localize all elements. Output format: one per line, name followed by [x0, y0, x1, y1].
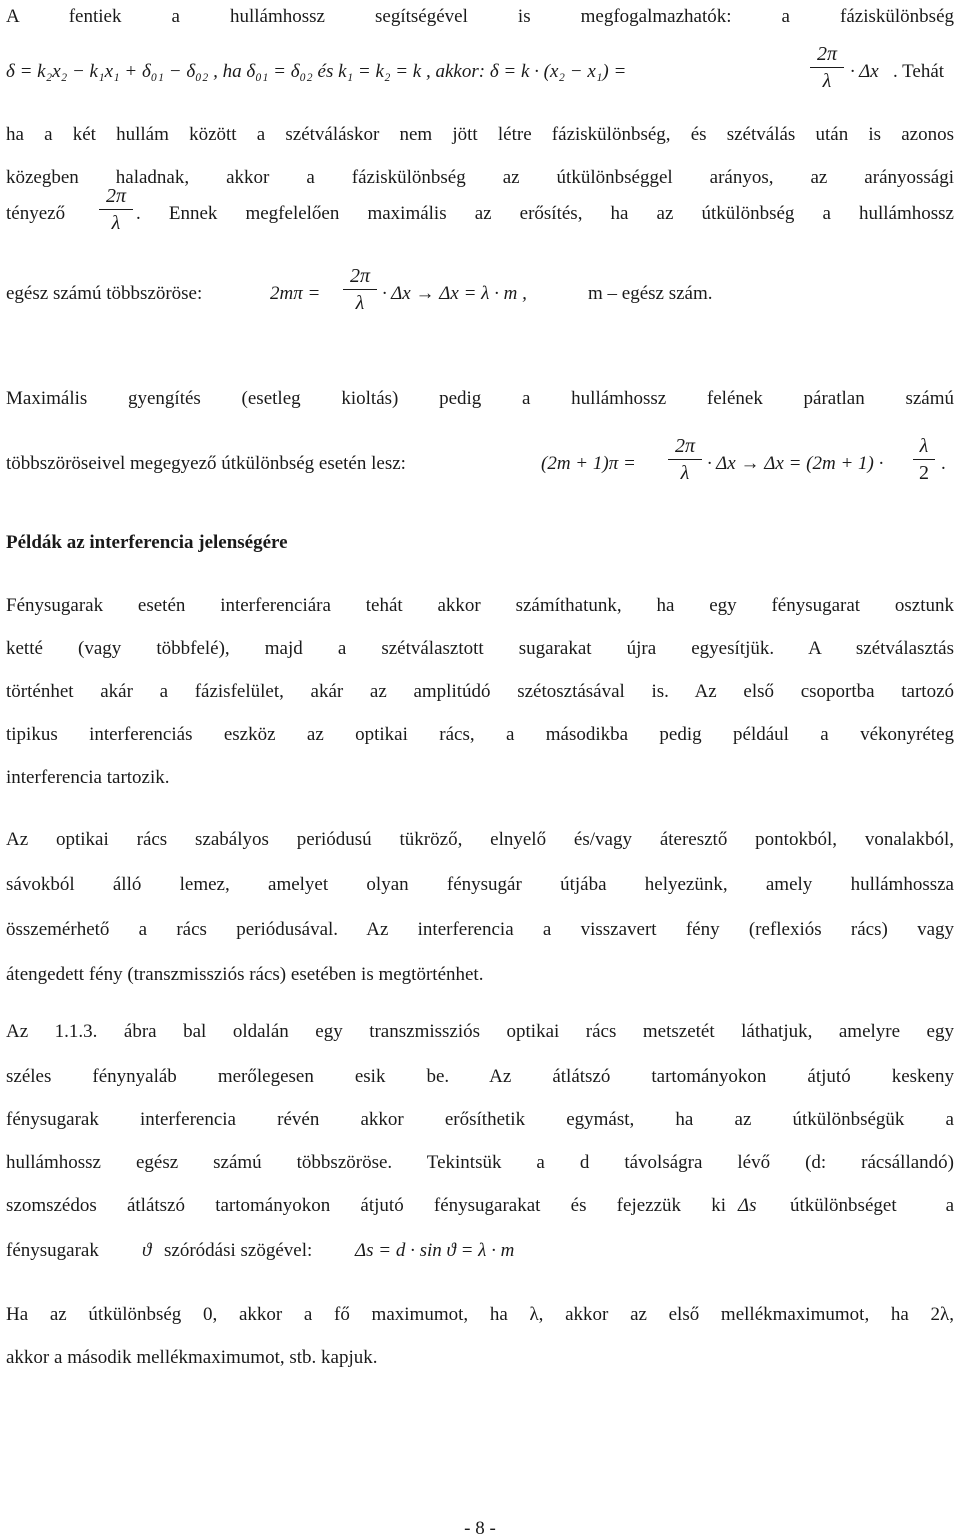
- minimum-condition-equation: · Δx → Δx = (2m + 1) ·: [707, 453, 884, 474]
- maximum-condition-equation: 2mπ =: [270, 283, 321, 304]
- text-fragment: egész számú többszöröse:: [6, 283, 203, 304]
- page-number: - 8 -: [464, 1518, 496, 1539]
- text-line: interferencia tartozik.: [6, 767, 170, 788]
- text-line: sávokból álló lemez, amelyet olyan fénysugár útjába helyezünk, amely hullámhossza: [6, 874, 954, 895]
- maximum-condition-equation: · Δx → Δx = λ · m ,: [382, 283, 527, 304]
- text-line: Ha az útkülönbség 0, akkor a fő maximumot, ha λ, akkor az első mellékmaximumot, ha 2λ,: [6, 1304, 954, 1325]
- text-line: A fentiek a hullámhossz segítségével is megfogalmazhatók: a fáziskülönbség: [6, 6, 954, 27]
- text-fragment: . Tehát: [893, 61, 945, 82]
- text-fragment: tényező: [6, 203, 66, 224]
- fraction-denominator: 2: [919, 462, 929, 484]
- text-line: közegben haladnak, akkor a fáziskülönbség az útkülönbséggel arányos, az arányossági: [6, 167, 954, 188]
- fraction-numerator: 2π: [349, 265, 371, 287]
- fraction-2pi-over-lambda: [99, 184, 133, 235]
- fraction-lambda-over-2: [913, 434, 935, 485]
- text-fragment: .: [941, 453, 946, 474]
- text-line: összemérhető a rács periódusával. Az interferencia a visszavert fény (reflexiós rács) vagy: [6, 919, 954, 940]
- text-line: széles fénynyaláb merőlegesen esik be. Az átlátszó tartományokon átjutó keskeny: [6, 1066, 954, 1087]
- text-line: tipikus interferenciás eszköz az optikai rács, a másodikba pedig például a vékonyréteg: [6, 724, 954, 745]
- fraction-numerator: 2π: [816, 43, 838, 65]
- text-fragment: fénysugarak: [6, 1240, 99, 1261]
- text-line: történhet akár a fázisfelület, akár az amplitúdó szétosztásával is. Az első csoportba tartozó: [6, 681, 954, 702]
- equation-delta-x: · Δx: [850, 61, 879, 82]
- text-line: Az 1.1.3. ábra bal oldalán egy transzmissziós optikai rács metszetét láthatjuk, amelyre egy: [6, 1021, 954, 1042]
- path-difference-symbol: Δs: [738, 1195, 757, 1216]
- angle-symbol: ϑ: [142, 1240, 152, 1261]
- text-line: átengedett fény (transzmissziós rács) esetében is megtörténhet.: [6, 964, 484, 985]
- text-line: fénysugarak interferencia révén akkor erősíthetik egymást, ha az útkülönbségük a: [6, 1109, 954, 1130]
- minimum-condition-equation: (2m + 1)π =: [541, 453, 636, 474]
- grating-equation: Δs = d · sin ϑ = λ · m: [355, 1240, 515, 1261]
- fraction-2pi-over-lambda: [343, 264, 377, 315]
- phase-difference-equation: δ = k₂x₂ − k₁x₁ + δ₀₁ − δ₀₂ , ha δ₀₁ = δ₀₂ és k₁ = k₂ = k , akkor: δ = k · (x₂ − x₁) =: [6, 61, 627, 82]
- text-fragment: szomszédos átlátszó tartományokon átjutó fénysugarakat és fejezzük ki: [6, 1195, 726, 1216]
- fraction-numerator: 2π: [674, 435, 696, 457]
- text-fragment: m – egész szám.: [588, 283, 713, 304]
- fraction-bar: [913, 459, 935, 460]
- text-line: Maximális gyengítés (esetleg kioltás) pedig a hullámhossz felének páratlan számú: [6, 388, 954, 409]
- fraction-bar: [99, 209, 133, 210]
- text-line: ha a két hullám között a szétváláskor nem jött létre fáziskülönbség, és szétválás után is azonos: [6, 124, 954, 145]
- text-fragment: többszöröseivel megegyező útkülönbség esetén lesz:: [6, 453, 406, 474]
- text-line: akkor a második mellékmaximumot, stb. kapjuk.: [6, 1347, 378, 1368]
- fraction-bar: [668, 459, 702, 460]
- text-line: hullámhossz egész számú többszöröse. Tekintsük a d távolságra lévő (d: rácsállandó): [6, 1152, 954, 1173]
- text-line: Fénysugarak esetén interferenciára tehát akkor számíthatunk, ha egy fénysugarat osztunk: [6, 595, 954, 616]
- text-line: ketté (vagy többfelé), majd a szétválasztott sugarakat újra egyesítjük. A szétválasztás: [6, 638, 954, 659]
- text-fragment: . Ennek megfelelően maximális az erősítés, ha az útkülönbség a hullámhossz: [136, 203, 954, 224]
- fraction-bar: [810, 67, 844, 68]
- fraction-denominator: λ: [822, 70, 832, 92]
- fraction-2pi-over-lambda: [810, 42, 844, 93]
- fraction-bar: [343, 289, 377, 290]
- fraction-denominator: λ: [680, 462, 690, 484]
- fraction-2pi-over-lambda: [668, 434, 702, 485]
- fraction-denominator: λ: [355, 292, 365, 314]
- text-fragment: útkülönbséget a: [790, 1195, 954, 1216]
- fraction-numerator: λ: [919, 435, 929, 457]
- text-fragment: szóródási szögével:: [164, 1240, 313, 1261]
- fraction-denominator: λ: [111, 212, 121, 234]
- section-heading: Példák az interferencia jelenségére: [6, 532, 288, 553]
- fraction-numerator: 2π: [105, 185, 127, 207]
- text-line: Az optikai rács szabályos periódusú tükröző, elnyelő és/vagy áteresztő pontokból, vonalakból,: [6, 829, 954, 850]
